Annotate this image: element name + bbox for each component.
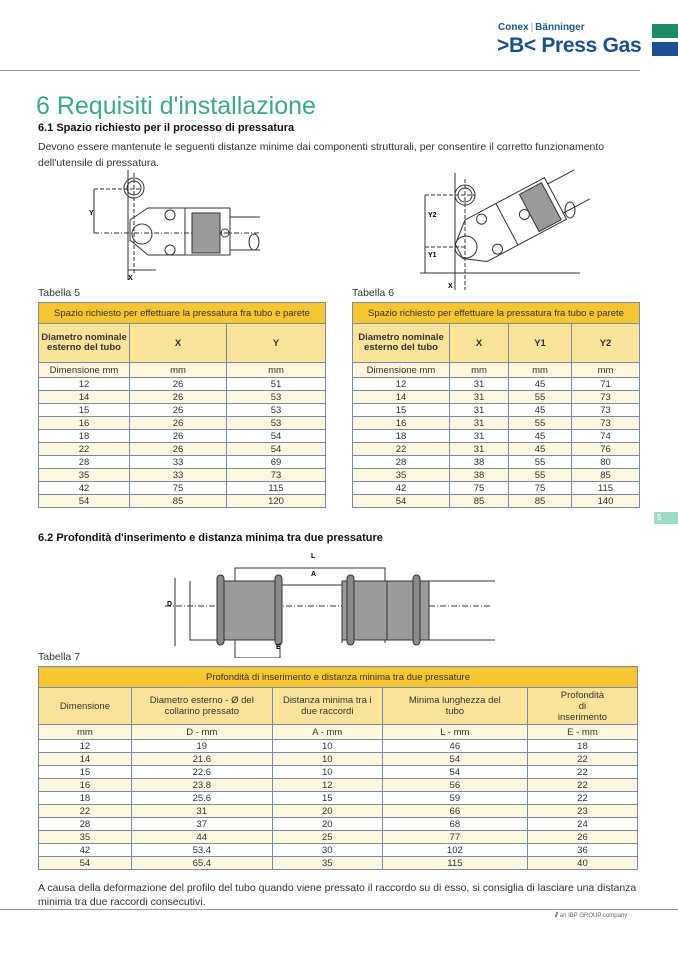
table-cell: 26 bbox=[130, 404, 227, 417]
table-cell: 31 bbox=[450, 417, 509, 430]
table-cell: 59 bbox=[382, 792, 527, 805]
table-cell: 55 bbox=[509, 417, 572, 430]
table-cell: 30 bbox=[272, 844, 382, 857]
table-cell: 16 bbox=[39, 417, 130, 430]
table-row bbox=[39, 378, 326, 391]
svg-text:X: X bbox=[448, 283, 453, 290]
table-cell: 26 bbox=[527, 831, 637, 844]
table-cell: 16 bbox=[39, 779, 132, 792]
table-cell: 21.6 bbox=[131, 753, 272, 766]
table-cell: 71 bbox=[572, 378, 640, 391]
brand-conex: Conex bbox=[498, 22, 529, 33]
table-cell: 53 bbox=[227, 391, 326, 404]
brand-logo-small: Conex | Bänninger bbox=[498, 22, 585, 33]
table-cell: 85 bbox=[450, 495, 509, 508]
table7-unit: mm bbox=[39, 725, 132, 740]
table-cell: 23.8 bbox=[131, 779, 272, 792]
table-row bbox=[353, 482, 640, 495]
table6-col-y2: Y2 bbox=[572, 324, 640, 363]
table-cell: 140 bbox=[572, 495, 640, 508]
table-row bbox=[39, 805, 638, 818]
svg-text:Y1: Y1 bbox=[428, 252, 437, 259]
table-cell: 77 bbox=[382, 831, 527, 844]
header-divider bbox=[0, 70, 640, 71]
table-cell: 22 bbox=[527, 766, 637, 779]
table-cell: 75 bbox=[130, 482, 227, 495]
table-row bbox=[353, 391, 640, 404]
svg-text:D: D bbox=[167, 601, 173, 608]
table7-col-dimension: Dimensione bbox=[39, 688, 132, 725]
table-cell: 18 bbox=[39, 430, 130, 443]
table-cell: 54 bbox=[39, 495, 130, 508]
table-cell: 73 bbox=[227, 469, 326, 482]
table-cell: 56 bbox=[382, 779, 527, 792]
table-row bbox=[39, 844, 638, 857]
table-cell: 18 bbox=[353, 430, 450, 443]
table-row bbox=[39, 857, 638, 870]
table-cell: 15 bbox=[272, 792, 382, 805]
table-row bbox=[353, 417, 640, 430]
table-row bbox=[39, 753, 638, 766]
table-cell: 55 bbox=[509, 469, 572, 482]
table-row bbox=[39, 818, 638, 831]
table-cell: 22 bbox=[527, 753, 637, 766]
table-cell: 45 bbox=[509, 378, 572, 391]
table-cell: 15 bbox=[39, 766, 132, 779]
table-cell: 26 bbox=[130, 417, 227, 430]
table-cell: 25 bbox=[272, 831, 382, 844]
table7-title: Profondità di inserimento e distanza minima tra due pressature bbox=[39, 667, 638, 688]
table-cell: 37 bbox=[131, 818, 272, 831]
table-cell: 26 bbox=[130, 430, 227, 443]
table-cell: 75 bbox=[509, 482, 572, 495]
table-cell: 68 bbox=[382, 818, 527, 831]
table-row bbox=[353, 495, 640, 508]
table-row bbox=[39, 792, 638, 805]
table-cell: 31 bbox=[450, 443, 509, 456]
table-row bbox=[39, 443, 326, 456]
table-cell: 22.6 bbox=[131, 766, 272, 779]
table-cell: 53 bbox=[227, 404, 326, 417]
table-cell: 115 bbox=[572, 482, 640, 495]
table-cell: 42 bbox=[39, 844, 132, 857]
table-cell: 24 bbox=[527, 818, 637, 831]
table-cell: 35 bbox=[353, 469, 450, 482]
table5-col-x: X bbox=[130, 324, 227, 363]
table-cell: 85 bbox=[572, 469, 640, 482]
table-row bbox=[39, 766, 638, 779]
insertion-depth-diagram bbox=[165, 548, 495, 658]
footer-company bbox=[555, 912, 627, 920]
table-cell: 26 bbox=[130, 391, 227, 404]
table5-unit: mm bbox=[227, 363, 326, 378]
table5-unit: mm bbox=[130, 363, 227, 378]
footer-company-text: an IBP GROUP company bbox=[559, 913, 628, 919]
table-cell: 44 bbox=[131, 831, 272, 844]
svg-text:Y2: Y2 bbox=[428, 212, 437, 219]
table-cell: 35 bbox=[272, 857, 382, 870]
table-cell: 45 bbox=[509, 443, 572, 456]
table-cell: 10 bbox=[272, 766, 382, 779]
table-cell: 45 bbox=[509, 404, 572, 417]
table-cell: 25.6 bbox=[131, 792, 272, 805]
table6-title: Spazio richiesto per effettuare la pressatura fra tubo e parete bbox=[353, 303, 640, 324]
svg-text:Y: Y bbox=[89, 210, 94, 217]
table7-unit: E - mm bbox=[527, 725, 637, 740]
table-cell: 18 bbox=[527, 740, 637, 753]
table7 bbox=[38, 666, 638, 870]
table6-unit: mm bbox=[572, 363, 640, 378]
table-cell: 55 bbox=[509, 456, 572, 469]
table-cell: 75 bbox=[450, 482, 509, 495]
table7-unit: A - mm bbox=[272, 725, 382, 740]
table-cell: 33 bbox=[130, 469, 227, 482]
table-cell: 31 bbox=[131, 805, 272, 818]
table-row bbox=[353, 378, 640, 391]
table-cell: 28 bbox=[353, 456, 450, 469]
table-cell: 14 bbox=[353, 391, 450, 404]
table-cell: 54 bbox=[382, 766, 527, 779]
table-cell: 54 bbox=[382, 753, 527, 766]
table-cell: 16 bbox=[353, 417, 450, 430]
table-cell: 31 bbox=[450, 391, 509, 404]
table-cell: 23 bbox=[527, 805, 637, 818]
table-cell: 14 bbox=[39, 391, 130, 404]
table7-unit: D - mm bbox=[131, 725, 272, 740]
table-row bbox=[39, 391, 326, 404]
table-cell: 36 bbox=[527, 844, 637, 857]
ibp-logo-icon: ⫽ bbox=[555, 912, 559, 919]
table-cell: 66 bbox=[382, 805, 527, 818]
svg-text:L: L bbox=[311, 553, 316, 560]
table-cell: 46 bbox=[382, 740, 527, 753]
table-cell: 38 bbox=[450, 456, 509, 469]
table-cell: 65.4 bbox=[131, 857, 272, 870]
table-row bbox=[353, 430, 640, 443]
table7-col-min-length: Minima lunghezza del tubo bbox=[382, 688, 527, 725]
table-cell: 54 bbox=[227, 430, 326, 443]
section-heading-6-2: 6.2 Profondità d'inserimento e distanza minima tra due pressature bbox=[38, 532, 383, 544]
table-cell: 10 bbox=[272, 753, 382, 766]
table-row bbox=[39, 779, 638, 792]
table-cell: 73 bbox=[572, 391, 640, 404]
table-cell: 73 bbox=[572, 417, 640, 430]
table5-col-y: Y bbox=[227, 324, 326, 363]
table6-col-diameter: Diametro nominale esterno del tubo bbox=[353, 324, 450, 363]
table7-col-insertion-depth: Profondità di inserimento bbox=[527, 688, 637, 725]
footnote-text: A causa della deformazione del profilo del tubo quando viene pressato il raccordo su di esso, si consiglia di lasciare una distanza minima tra due raccordi consecutivi. bbox=[38, 882, 637, 908]
svg-text:E: E bbox=[276, 644, 281, 651]
table-cell: 26 bbox=[130, 443, 227, 456]
brand-logo-title: >B< Press Gas bbox=[497, 34, 642, 57]
table6-unit: Dimensione mm bbox=[353, 363, 450, 378]
table-row bbox=[353, 456, 640, 469]
page-side-tab: 5 bbox=[654, 512, 678, 524]
table-cell: 22 bbox=[353, 443, 450, 456]
table-cell: 35 bbox=[39, 831, 132, 844]
table-cell: 53.4 bbox=[131, 844, 272, 857]
table-cell: 19 bbox=[131, 740, 272, 753]
pressing-clearance-diagram-2 bbox=[420, 165, 590, 290]
table-cell: 40 bbox=[527, 857, 637, 870]
table-cell: 76 bbox=[572, 443, 640, 456]
table-cell: 51 bbox=[227, 378, 326, 391]
brand-color-block-green bbox=[652, 24, 678, 38]
table-cell: 73 bbox=[572, 404, 640, 417]
table-cell: 31 bbox=[450, 404, 509, 417]
table-cell: 102 bbox=[382, 844, 527, 857]
table5-caption: Tabella 5 bbox=[38, 287, 81, 299]
table-cell: 12 bbox=[272, 779, 382, 792]
table-cell: 45 bbox=[509, 430, 572, 443]
table-cell: 12 bbox=[39, 740, 132, 753]
table-cell: 15 bbox=[39, 404, 130, 417]
table7-col-diameter: Diametro esterno - Ø del collarino pressato bbox=[131, 688, 272, 725]
table6-col-y1: Y1 bbox=[509, 324, 572, 363]
table6-unit: mm bbox=[450, 363, 509, 378]
table-cell: 15 bbox=[353, 404, 450, 417]
table-cell: 12 bbox=[39, 378, 130, 391]
table-cell: 22 bbox=[39, 443, 130, 456]
table-cell: 115 bbox=[227, 482, 326, 495]
table6 bbox=[352, 302, 640, 508]
table-cell: 120 bbox=[227, 495, 326, 508]
table-cell: 85 bbox=[509, 495, 572, 508]
pressing-clearance-diagram-1 bbox=[80, 170, 260, 285]
table-row bbox=[39, 417, 326, 430]
table-row bbox=[39, 404, 326, 417]
page-title: 6 Requisiti d'installazione bbox=[36, 92, 316, 120]
table-cell: 26 bbox=[130, 378, 227, 391]
table-cell: 31 bbox=[450, 430, 509, 443]
table-cell: 22 bbox=[527, 792, 637, 805]
table-cell: 35 bbox=[39, 469, 130, 482]
table-cell: 28 bbox=[39, 818, 132, 831]
table-row bbox=[39, 469, 326, 482]
table-cell: 54 bbox=[353, 495, 450, 508]
table-cell: 38 bbox=[450, 469, 509, 482]
table-cell: 53 bbox=[227, 417, 326, 430]
table6-col-x: X bbox=[450, 324, 509, 363]
table-cell: 74 bbox=[572, 430, 640, 443]
brand-color-block-blue bbox=[652, 42, 678, 56]
table-cell: 28 bbox=[39, 456, 130, 469]
table-cell: 115 bbox=[382, 857, 527, 870]
table5-col-diameter: Diametro nominale esterno del tubo bbox=[39, 324, 130, 363]
table7-caption: Tabella 7 bbox=[38, 651, 81, 663]
table5-unit: Dimensione mm bbox=[39, 363, 130, 378]
table5 bbox=[38, 302, 326, 508]
table-cell: 85 bbox=[130, 495, 227, 508]
table-cell: 14 bbox=[39, 753, 132, 766]
table-row bbox=[39, 430, 326, 443]
table-cell: 54 bbox=[227, 443, 326, 456]
table6-caption: Tabella 6 bbox=[352, 287, 395, 299]
table6-unit: mm bbox=[509, 363, 572, 378]
table-cell: 20 bbox=[272, 805, 382, 818]
table-cell: 18 bbox=[39, 792, 132, 805]
table-cell: 54 bbox=[39, 857, 132, 870]
table5-title: Spazio richiesto per effettuare la pressatura fra tubo e parete bbox=[39, 303, 326, 324]
table-cell: 22 bbox=[527, 779, 637, 792]
table-cell: 69 bbox=[227, 456, 326, 469]
table7-col-distance: Distanza minima tra i due raccordi bbox=[272, 688, 382, 725]
table-cell: 22 bbox=[39, 805, 132, 818]
table-row bbox=[39, 495, 326, 508]
table-cell: 42 bbox=[353, 482, 450, 495]
table-row bbox=[39, 831, 638, 844]
svg-text:X: X bbox=[128, 275, 133, 282]
table-cell: 42 bbox=[39, 482, 130, 495]
footer-divider bbox=[0, 909, 678, 910]
table-cell: 80 bbox=[572, 456, 640, 469]
table7-unit: L - mm bbox=[382, 725, 527, 740]
table-cell: 55 bbox=[509, 391, 572, 404]
table-row bbox=[353, 404, 640, 417]
table-row bbox=[39, 740, 638, 753]
svg-text:A: A bbox=[311, 571, 317, 578]
section-heading-6-1: 6.1 Spazio richiesto per il processo di pressatura bbox=[38, 122, 295, 134]
brand-banninger: Bänninger bbox=[535, 22, 585, 33]
table-cell: 31 bbox=[450, 378, 509, 391]
table-row bbox=[39, 482, 326, 495]
table-cell: 10 bbox=[272, 740, 382, 753]
table-cell: 12 bbox=[353, 378, 450, 391]
table-cell: 33 bbox=[130, 456, 227, 469]
table-row bbox=[353, 443, 640, 456]
section-intro-text: Devono essere mantenute le seguenti distanze minime dai componenti strutturali, per consentire il corretto funzionamento dell'utensile di pressatura. bbox=[38, 141, 605, 169]
table-cell: 20 bbox=[272, 818, 382, 831]
table-row bbox=[353, 469, 640, 482]
table-row bbox=[39, 456, 326, 469]
